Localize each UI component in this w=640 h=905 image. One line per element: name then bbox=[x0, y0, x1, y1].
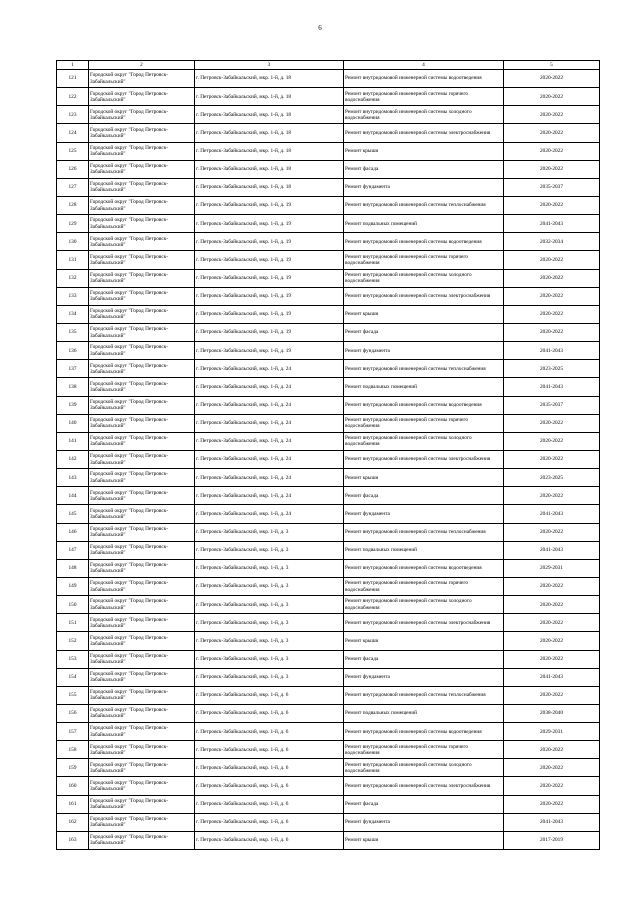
address-cell: г. Петровск-Забайкальский, мкр. 1-й, д. 24 bbox=[195, 487, 344, 505]
address-cell: г. Петровск-Забайкальский, мкр. 1-й, д. 3 bbox=[195, 541, 344, 559]
address-cell: г. Петровск-Забайкальский, мкр. 1-й, д. 3 bbox=[195, 668, 344, 686]
period-cell: 2020-2022 bbox=[504, 305, 600, 323]
period-cell: 2041-2043 bbox=[504, 505, 600, 523]
municipality-cell: Городской округ "Город Петровск-Забайкальский" bbox=[89, 487, 195, 505]
municipality-cell: Городской округ "Город Петровск-Забайкальский" bbox=[89, 233, 195, 251]
period-cell: 2020-2022 bbox=[504, 160, 600, 178]
work-type-cell: Ремонт внутридомовой инженерной системы горячего водоснабжения bbox=[344, 414, 504, 432]
address-cell: г. Петровск-Забайкальский, мкр. 1-й, д. 18 bbox=[195, 88, 344, 106]
row-number: 141 bbox=[57, 432, 89, 450]
address-cell: г. Петровск-Забайкальский, мкр. 1-й, д. 6 bbox=[195, 759, 344, 777]
period-cell: 2029-2031 bbox=[504, 723, 600, 741]
work-type-cell: Ремонт крыши bbox=[344, 831, 504, 849]
period-cell: 2041-2043 bbox=[504, 378, 600, 396]
table-row bbox=[57, 432, 600, 450]
column-number: 3 bbox=[195, 61, 344, 70]
table-row bbox=[57, 287, 600, 305]
address-cell: г. Петровск-Забайкальский, мкр. 1-й, д. 6 bbox=[195, 723, 344, 741]
table-row bbox=[57, 614, 600, 632]
municipality-cell: Городской округ "Город Петровск-Забайкальский" bbox=[89, 831, 195, 849]
row-number: 150 bbox=[57, 596, 89, 614]
table-row bbox=[57, 378, 600, 396]
work-type-cell: Ремонт фундамента bbox=[344, 342, 504, 360]
table-row bbox=[57, 723, 600, 741]
table-row bbox=[57, 831, 600, 849]
work-type-cell: Ремонт внутридомовой инженерной системы водоотведения bbox=[344, 70, 504, 88]
period-cell: 2020-2022 bbox=[504, 487, 600, 505]
municipality-cell: Городской округ "Город Петровск-Забайкальский" bbox=[89, 813, 195, 831]
work-type-cell: Ремонт крыши bbox=[344, 632, 504, 650]
table-row bbox=[57, 469, 600, 487]
period-cell: 2020-2022 bbox=[504, 650, 600, 668]
row-number: 154 bbox=[57, 668, 89, 686]
period-cell: 2020-2022 bbox=[504, 251, 600, 269]
period-cell: 2020-2022 bbox=[504, 614, 600, 632]
work-type-cell: Ремонт внутридомовой инженерной системы водоотведения bbox=[344, 396, 504, 414]
address-cell: г. Петровск-Забайкальский, мкр. 1-й, д. 19 bbox=[195, 287, 344, 305]
table-row bbox=[57, 251, 600, 269]
table-row bbox=[57, 813, 600, 831]
table-row bbox=[57, 269, 600, 287]
works-table bbox=[56, 60, 600, 850]
work-type-cell: Ремонт крыши bbox=[344, 142, 504, 160]
period-cell: 2020-2022 bbox=[504, 523, 600, 541]
period-cell: 2041-2043 bbox=[504, 215, 600, 233]
table-row bbox=[57, 668, 600, 686]
address-cell: г. Петровск-Забайкальский, мкр. 1-й, д. 6 bbox=[195, 813, 344, 831]
period-cell: 2020-2022 bbox=[504, 88, 600, 106]
address-cell: г. Петровск-Забайкальский, мкр. 1-й, д. 24 bbox=[195, 378, 344, 396]
period-cell: 2020-2022 bbox=[504, 323, 600, 341]
address-cell: г. Петровск-Забайкальский, мкр. 1-й, д. 18 bbox=[195, 124, 344, 142]
row-number: 135 bbox=[57, 323, 89, 341]
municipality-cell: Городской округ "Город Петровск-Забайкальский" bbox=[89, 559, 195, 577]
period-cell: 2020-2022 bbox=[504, 632, 600, 650]
work-type-cell: Ремонт внутридомовой инженерной системы электроснабжения bbox=[344, 287, 504, 305]
row-number: 125 bbox=[57, 142, 89, 160]
work-type-cell: Ремонт фасада bbox=[344, 487, 504, 505]
row-number: 126 bbox=[57, 160, 89, 178]
table-row bbox=[57, 632, 600, 650]
municipality-cell: Городской округ "Город Петровск-Забайкальский" bbox=[89, 614, 195, 632]
table-row bbox=[57, 704, 600, 722]
period-cell: 2020-2022 bbox=[504, 777, 600, 795]
work-type-cell: Ремонт фасада bbox=[344, 650, 504, 668]
table-row bbox=[57, 396, 600, 414]
work-type-cell: Ремонт фундамента bbox=[344, 178, 504, 196]
period-cell: 2023-2025 bbox=[504, 469, 600, 487]
table-row bbox=[57, 650, 600, 668]
municipality-cell: Городской округ "Город Петровск-Забайкальский" bbox=[89, 505, 195, 523]
table-row bbox=[57, 541, 600, 559]
address-cell: г. Петровск-Забайкальский, мкр. 1-й, д. 19 bbox=[195, 233, 344, 251]
work-type-cell: Ремонт фасада bbox=[344, 160, 504, 178]
row-number: 136 bbox=[57, 342, 89, 360]
municipality-cell: Городской округ "Город Петровск-Забайкальский" bbox=[89, 541, 195, 559]
table-row bbox=[57, 342, 600, 360]
column-number: 5 bbox=[504, 61, 600, 70]
address-cell: г. Петровск-Забайкальский, мкр. 1-й, д. 24 bbox=[195, 450, 344, 468]
row-number: 133 bbox=[57, 287, 89, 305]
work-type-cell: Ремонт подвальных помещений bbox=[344, 541, 504, 559]
work-type-cell: Ремонт внутридомовой инженерной системы водоотведения bbox=[344, 559, 504, 577]
work-type-cell: Ремонт подвальных помещений bbox=[344, 704, 504, 722]
address-cell: г. Петровск-Забайкальский, мкр. 1-й, д. 6 bbox=[195, 777, 344, 795]
period-cell: 2020-2022 bbox=[504, 269, 600, 287]
address-cell: г. Петровск-Забайкальский, мкр. 1-й, д. 19 bbox=[195, 323, 344, 341]
table-row bbox=[57, 795, 600, 813]
municipality-cell: Городской округ "Город Петровск-Забайкальский" bbox=[89, 668, 195, 686]
municipality-cell: Городской округ "Город Петровск-Забайкальский" bbox=[89, 596, 195, 614]
municipality-cell: Городской округ "Город Петровск-Забайкальский" bbox=[89, 577, 195, 595]
municipality-cell: Городской округ "Город Петровск-Забайкальский" bbox=[89, 287, 195, 305]
row-number: 157 bbox=[57, 723, 89, 741]
address-cell: г. Петровск-Забайкальский, мкр. 1-й, д. 18 bbox=[195, 142, 344, 160]
work-type-cell: Ремонт внутридомовой инженерной системы горячего водоснабжения bbox=[344, 251, 504, 269]
row-number: 140 bbox=[57, 414, 89, 432]
work-type-cell: Ремонт фасада bbox=[344, 323, 504, 341]
work-type-cell: Ремонт внутридомовой инженерной системы горячего водоснабжения bbox=[344, 741, 504, 759]
municipality-cell: Городской округ "Город Петровск-Забайкальский" bbox=[89, 450, 195, 468]
municipality-cell: Городской округ "Город Петровск-Забайкальский" bbox=[89, 106, 195, 124]
work-type-cell: Ремонт фундамента bbox=[344, 505, 504, 523]
work-type-cell: Ремонт внутридомовой инженерной системы холодного водоснабжения bbox=[344, 269, 504, 287]
period-cell: 2020-2022 bbox=[504, 106, 600, 124]
row-number: 156 bbox=[57, 704, 89, 722]
row-number: 151 bbox=[57, 614, 89, 632]
period-cell: 2020-2022 bbox=[504, 450, 600, 468]
work-type-cell: Ремонт внутридомовой инженерной системы электроснабжения bbox=[344, 450, 504, 468]
column-number-row bbox=[57, 61, 600, 70]
address-cell: г. Петровск-Забайкальский, мкр. 1-й, д. 3 bbox=[195, 632, 344, 650]
table-row bbox=[57, 88, 600, 106]
address-cell: г. Петровск-Забайкальский, мкр. 1-й, д. 24 bbox=[195, 414, 344, 432]
period-cell: 2041-2043 bbox=[504, 342, 600, 360]
row-number: 139 bbox=[57, 396, 89, 414]
table-row bbox=[57, 523, 600, 541]
period-cell: 2020-2022 bbox=[504, 795, 600, 813]
period-cell: 2038-2040 bbox=[504, 704, 600, 722]
address-cell: г. Петровск-Забайкальский, мкр. 1-й, д. 18 bbox=[195, 70, 344, 88]
row-number: 147 bbox=[57, 541, 89, 559]
period-cell: 2020-2022 bbox=[504, 124, 600, 142]
municipality-cell: Городской округ "Город Петровск-Забайкальский" bbox=[89, 469, 195, 487]
period-cell: 2020-2022 bbox=[504, 414, 600, 432]
table-row bbox=[57, 559, 600, 577]
work-type-cell: Ремонт внутридомовой инженерной системы холодного водоснабжения bbox=[344, 106, 504, 124]
address-cell: г. Петровск-Забайкальский, мкр. 1-й, д. 3 bbox=[195, 596, 344, 614]
period-cell: 2020-2022 bbox=[504, 686, 600, 704]
table-row bbox=[57, 360, 600, 378]
column-number: 4 bbox=[344, 61, 504, 70]
row-number: 153 bbox=[57, 650, 89, 668]
row-number: 131 bbox=[57, 251, 89, 269]
row-number: 145 bbox=[57, 505, 89, 523]
municipality-cell: Городской округ "Город Петровск-Забайкальский" bbox=[89, 88, 195, 106]
period-cell: 2020-2022 bbox=[504, 759, 600, 777]
period-cell: 2020-2022 bbox=[504, 596, 600, 614]
row-number: 161 bbox=[57, 795, 89, 813]
table-row bbox=[57, 487, 600, 505]
work-type-cell: Ремонт внутридомовой инженерной системы холодного водоснабжения bbox=[344, 596, 504, 614]
row-number: 146 bbox=[57, 523, 89, 541]
address-cell: г. Петровск-Забайкальский, мкр. 1-й, д. 3 bbox=[195, 523, 344, 541]
municipality-cell: Городской округ "Город Петровск-Забайкальский" bbox=[89, 178, 195, 196]
municipality-cell: Городской округ "Город Петровск-Забайкальский" bbox=[89, 650, 195, 668]
row-number: 144 bbox=[57, 487, 89, 505]
period-cell: 2020-2022 bbox=[504, 287, 600, 305]
address-cell: г. Петровск-Забайкальский, мкр. 1-й, д. 3 bbox=[195, 650, 344, 668]
work-type-cell: Ремонт внутридомовой инженерной системы электроснабжения bbox=[344, 777, 504, 795]
municipality-cell: Городской округ "Город Петровск-Забайкальский" bbox=[89, 342, 195, 360]
municipality-cell: Городской округ "Город Петровск-Забайкальский" bbox=[89, 686, 195, 704]
work-type-cell: Ремонт фундамента bbox=[344, 668, 504, 686]
municipality-cell: Городской округ "Город Петровск-Забайкальский" bbox=[89, 704, 195, 722]
work-type-cell: Ремонт внутридомовой инженерной системы холодного водоснабжения bbox=[344, 759, 504, 777]
period-cell: 2020-2022 bbox=[504, 70, 600, 88]
table-row bbox=[57, 777, 600, 795]
table-row bbox=[57, 505, 600, 523]
table-row bbox=[57, 196, 600, 214]
work-type-cell: Ремонт внутридомовой инженерной системы теплоснабжения bbox=[344, 686, 504, 704]
table-row bbox=[57, 160, 600, 178]
work-type-cell: Ремонт внутридомовой инженерной системы электроснабжения bbox=[344, 124, 504, 142]
row-number: 124 bbox=[57, 124, 89, 142]
address-cell: г. Петровск-Забайкальский, мкр. 1-й, д. 6 bbox=[195, 795, 344, 813]
row-number: 137 bbox=[57, 360, 89, 378]
work-type-cell: Ремонт фундамента bbox=[344, 813, 504, 831]
municipality-cell: Городской округ "Город Петровск-Забайкальский" bbox=[89, 251, 195, 269]
address-cell: г. Петровск-Забайкальский, мкр. 1-й, д. 19 bbox=[195, 342, 344, 360]
municipality-cell: Городской округ "Город Петровск-Забайкальский" bbox=[89, 396, 195, 414]
work-type-cell: Ремонт внутридомовой инженерной системы теплоснабжения bbox=[344, 523, 504, 541]
work-type-cell: Ремонт внутридомовой инженерной системы теплоснабжения bbox=[344, 196, 504, 214]
row-number: 142 bbox=[57, 450, 89, 468]
address-cell: г. Петровск-Забайкальский, мкр. 1-й, д. 18 bbox=[195, 160, 344, 178]
row-number: 130 bbox=[57, 233, 89, 251]
work-type-cell: Ремонт внутридомовой инженерной системы водоотведения bbox=[344, 723, 504, 741]
period-cell: 2020-2022 bbox=[504, 432, 600, 450]
address-cell: г. Петровск-Забайкальский, мкр. 1-й, д. 19 bbox=[195, 269, 344, 287]
row-number: 163 bbox=[57, 831, 89, 849]
table-row bbox=[57, 215, 600, 233]
address-cell: г. Петровск-Забайкальский, мкр. 1-й, д. 18 bbox=[195, 178, 344, 196]
row-number: 127 bbox=[57, 178, 89, 196]
table-row bbox=[57, 233, 600, 251]
municipality-cell: Городской округ "Город Петровск-Забайкальский" bbox=[89, 196, 195, 214]
row-number: 129 bbox=[57, 215, 89, 233]
municipality-cell: Городской округ "Город Петровск-Забайкальский" bbox=[89, 632, 195, 650]
address-cell: г. Петровск-Забайкальский, мкр. 1-й, д. 24 bbox=[195, 469, 344, 487]
table-row bbox=[57, 178, 600, 196]
row-number: 162 bbox=[57, 813, 89, 831]
municipality-cell: Городской округ "Город Петровск-Забайкальский" bbox=[89, 305, 195, 323]
table-row bbox=[57, 305, 600, 323]
work-type-cell: Ремонт внутридомовой инженерной системы водоотведения bbox=[344, 233, 504, 251]
address-cell: г. Петровск-Забайкальский, мкр. 1-й, д. 3 bbox=[195, 559, 344, 577]
address-cell: г. Петровск-Забайкальский, мкр. 1-й, д. 6 bbox=[195, 686, 344, 704]
row-number: 143 bbox=[57, 469, 89, 487]
table-row bbox=[57, 142, 600, 160]
table-row bbox=[57, 70, 600, 88]
period-cell: 2035-2037 bbox=[504, 396, 600, 414]
municipality-cell: Городской округ "Город Петровск-Забайкальский" bbox=[89, 142, 195, 160]
municipality-cell: Городской округ "Город Петровск-Забайкальский" bbox=[89, 70, 195, 88]
work-type-cell: Ремонт крыши bbox=[344, 469, 504, 487]
address-cell: г. Петровск-Забайкальский, мкр. 1-й, д. 6 bbox=[195, 704, 344, 722]
period-cell: 2023-2025 bbox=[504, 360, 600, 378]
table-row bbox=[57, 323, 600, 341]
municipality-cell: Городской округ "Город Петровск-Забайкальский" bbox=[89, 759, 195, 777]
row-number: 132 bbox=[57, 269, 89, 287]
period-cell: 2020-2022 bbox=[504, 142, 600, 160]
municipality-cell: Городской округ "Город Петровск-Забайкальский" bbox=[89, 124, 195, 142]
address-cell: г. Петровск-Забайкальский, мкр. 1-й, д. 24 bbox=[195, 396, 344, 414]
municipality-cell: Городской округ "Город Петровск-Забайкальский" bbox=[89, 215, 195, 233]
address-cell: г. Петровск-Забайкальский, мкр. 1-й, д. 6 bbox=[195, 741, 344, 759]
work-type-cell: Ремонт крыши bbox=[344, 305, 504, 323]
row-number: 128 bbox=[57, 196, 89, 214]
address-cell: г. Петровск-Забайкальский, мкр. 1-й, д. 24 bbox=[195, 432, 344, 450]
table-row bbox=[57, 450, 600, 468]
municipality-cell: Городской округ "Город Петровск-Забайкальский" bbox=[89, 323, 195, 341]
address-cell: г. Петровск-Забайкальский, мкр. 1-й, д. 24 bbox=[195, 360, 344, 378]
table-row bbox=[57, 686, 600, 704]
municipality-cell: Городской округ "Город Петровск-Забайкальский" bbox=[89, 432, 195, 450]
address-cell: г. Петровск-Забайкальский, мкр. 1-й, д. 18 bbox=[195, 106, 344, 124]
period-cell: 2020-2022 bbox=[504, 577, 600, 595]
address-cell: г. Петровск-Забайкальский, мкр. 1-й, д. 19 bbox=[195, 251, 344, 269]
row-number: 134 bbox=[57, 305, 89, 323]
address-cell: г. Петровск-Забайкальский, мкр. 1-й, д. 19 bbox=[195, 215, 344, 233]
work-type-cell: Ремонт внутридомовой инженерной системы электроснабжения bbox=[344, 614, 504, 632]
period-cell: 2041-2043 bbox=[504, 668, 600, 686]
table-row bbox=[57, 759, 600, 777]
row-number: 159 bbox=[57, 759, 89, 777]
row-number: 149 bbox=[57, 577, 89, 595]
row-number: 122 bbox=[57, 88, 89, 106]
municipality-cell: Городской округ "Город Петровск-Забайкальский" bbox=[89, 741, 195, 759]
period-cell: 2041-2043 bbox=[504, 541, 600, 559]
period-cell: 2029-2031 bbox=[504, 559, 600, 577]
municipality-cell: Городской округ "Город Петровск-Забайкальский" bbox=[89, 360, 195, 378]
table-row bbox=[57, 596, 600, 614]
table-row bbox=[57, 577, 600, 595]
row-number: 138 bbox=[57, 378, 89, 396]
work-type-cell: Ремонт внутридомовой инженерной системы холодного водоснабжения bbox=[344, 432, 504, 450]
work-type-cell: Ремонт подвальных помещений bbox=[344, 378, 504, 396]
row-number: 158 bbox=[57, 741, 89, 759]
work-type-cell: Ремонт внутридомовой инженерной системы горячего водоснабжения bbox=[344, 88, 504, 106]
address-cell: г. Петровск-Забайкальский, мкр. 1-й, д. 6 bbox=[195, 831, 344, 849]
row-number: 148 bbox=[57, 559, 89, 577]
work-type-cell: Ремонт внутридомовой инженерной системы горячего водоснабжения bbox=[344, 577, 504, 595]
row-number: 123 bbox=[57, 106, 89, 124]
municipality-cell: Городской округ "Город Петровск-Забайкальский" bbox=[89, 777, 195, 795]
work-type-cell: Ремонт фасада bbox=[344, 795, 504, 813]
municipality-cell: Городской округ "Город Петровск-Забайкальский" bbox=[89, 795, 195, 813]
table-row bbox=[57, 414, 600, 432]
row-number: 160 bbox=[57, 777, 89, 795]
municipality-cell: Городской округ "Город Петровск-Забайкальский" bbox=[89, 269, 195, 287]
period-cell: 2020-2022 bbox=[504, 741, 600, 759]
work-type-cell: Ремонт подвальных помещений bbox=[344, 215, 504, 233]
work-type-cell: Ремонт внутридомовой инженерной системы теплоснабжения bbox=[344, 360, 504, 378]
column-number: 1 bbox=[57, 61, 89, 70]
address-cell: г. Петровск-Забайкальский, мкр. 1-й, д. 3 bbox=[195, 577, 344, 595]
period-cell: 2017-2019 bbox=[504, 831, 600, 849]
period-cell: 2032-2034 bbox=[504, 233, 600, 251]
period-cell: 2041-2043 bbox=[504, 813, 600, 831]
table-row bbox=[57, 741, 600, 759]
municipality-cell: Городской округ "Город Петровск-Забайкальский" bbox=[89, 160, 195, 178]
row-number: 152 bbox=[57, 632, 89, 650]
period-cell: 2020-2022 bbox=[504, 196, 600, 214]
municipality-cell: Городской округ "Город Петровск-Забайкальский" bbox=[89, 378, 195, 396]
table-row bbox=[57, 124, 600, 142]
column-number: 2 bbox=[89, 61, 195, 70]
row-number: 155 bbox=[57, 686, 89, 704]
row-number: 121 bbox=[57, 70, 89, 88]
municipality-cell: Городской округ "Город Петровск-Забайкальский" bbox=[89, 523, 195, 541]
page-number: 6 bbox=[318, 24, 322, 32]
period-cell: 2035-2037 bbox=[504, 178, 600, 196]
address-cell: г. Петровск-Забайкальский, мкр. 1-й, д. 19 bbox=[195, 196, 344, 214]
municipality-cell: Городской округ "Город Петровск-Забайкальский" bbox=[89, 723, 195, 741]
address-cell: г. Петровск-Забайкальский, мкр. 1-й, д. 19 bbox=[195, 305, 344, 323]
address-cell: г. Петровск-Забайкальский, мкр. 1-й, д. 3 bbox=[195, 614, 344, 632]
address-cell: г. Петровск-Забайкальский, мкр. 1-й, д. 24 bbox=[195, 505, 344, 523]
table-row bbox=[57, 106, 600, 124]
municipality-cell: Городской округ "Город Петровск-Забайкальский" bbox=[89, 414, 195, 432]
